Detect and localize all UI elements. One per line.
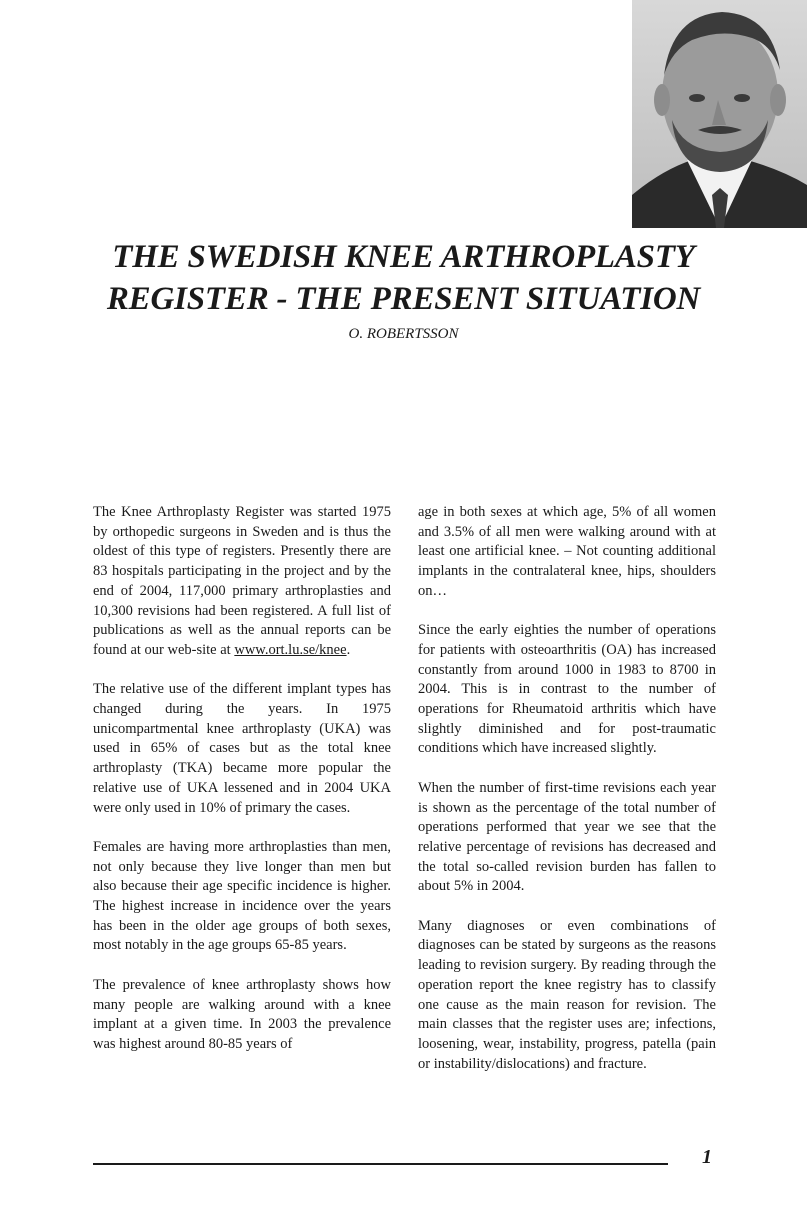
paragraph-intro-end: .	[346, 641, 351, 658]
paragraph-prevalence: The prevalence of knee arthroplasty shows how many people are walking around with a knee implant at a given time. In 2003 the prevalence was highest around 80-85 years of	[93, 976, 391, 1052]
article-title	[0, 236, 807, 320]
paragraph-oa-operations: Since the early eighties the number of operations for patients with osteoarthritis (OA) has increased constantly from around 1000 in 1983 to 8700 in 2004. This is in contrast to the number of operations for Rheumatoid arthritis which have slightly diminished and for post-traumatic conditions which have increased slightly.	[418, 622, 716, 757]
paragraph-diagnoses: Many diagnoses or even combinations of diagnoses can be stated by surgeons as the reasons leading to revision surgery. By reading through the operation report the knee registry has to classify one cause as the main reason for revision. The main classes that the register uses are; infections, loosening, wear, instability, progress, patella (pain or instability/dislocations) and fracture.	[418, 917, 716, 1072]
paragraph-intro-text: The Knee Arthroplasty Register was started 1975 by orthopedic surgeons in Sweden and is thus the oldest of this type of registers. Presently there are 83 hospitals participating in the project and by the end of 2004, 117,000 primary arthroplasties and 10,300 revisions had been registered. A full list of publications as well as the annual reports can be found at our web-site at	[93, 504, 391, 658]
title-line-1: THE SWEDISH KNEE ARTHROPLASTY	[112, 239, 695, 275]
left-column	[93, 503, 391, 1074]
author-name: O. ROBERTSSON	[348, 326, 459, 342]
footer-rule	[93, 1163, 668, 1165]
paragraph-intro	[93, 503, 391, 661]
author-photo	[632, 0, 807, 228]
paragraph-revisions: When the number of first-time revisions each year is shown as the percentage of the total number of operations performed that year we see that the relative percentage of revisions has decreased and the total so-called revision burden has fallen to about 5% in 2004.	[418, 779, 716, 895]
page-number: 1	[702, 1146, 712, 1168]
paragraph-implant-types: The relative use of the different implant types has changed during the years. In 1975 unicompartmental knee arthroplasty (UKA) was used in 65% of cases but as the total knee arthroplasty (TKA) became more popular the relative use of UKA lessened and in 2004 UKA were only used in 10% of primary the cases.	[93, 681, 391, 816]
website-link[interactable]: www.ort.lu.se/knee	[234, 641, 347, 658]
title-line-2: REGISTER - THE PRESENT SITUATION	[106, 281, 701, 317]
paragraph-prevalence-cont: age in both sexes at which age, 5% of all women and 3.5% of all men were walking around with at least one artificial knee. – Not counting additional implants in the contralateral knee, hips, shoulders on…	[418, 504, 716, 599]
right-column	[418, 503, 716, 1094]
paragraph-females: Females are having more arthroplasties than men, not only because they live longer than men but also because their age specific incidence is higher. The highest increase in incidence over the years has been in the older age groups of both sexes, most notably in the age groups 65-85 years.	[93, 838, 391, 954]
